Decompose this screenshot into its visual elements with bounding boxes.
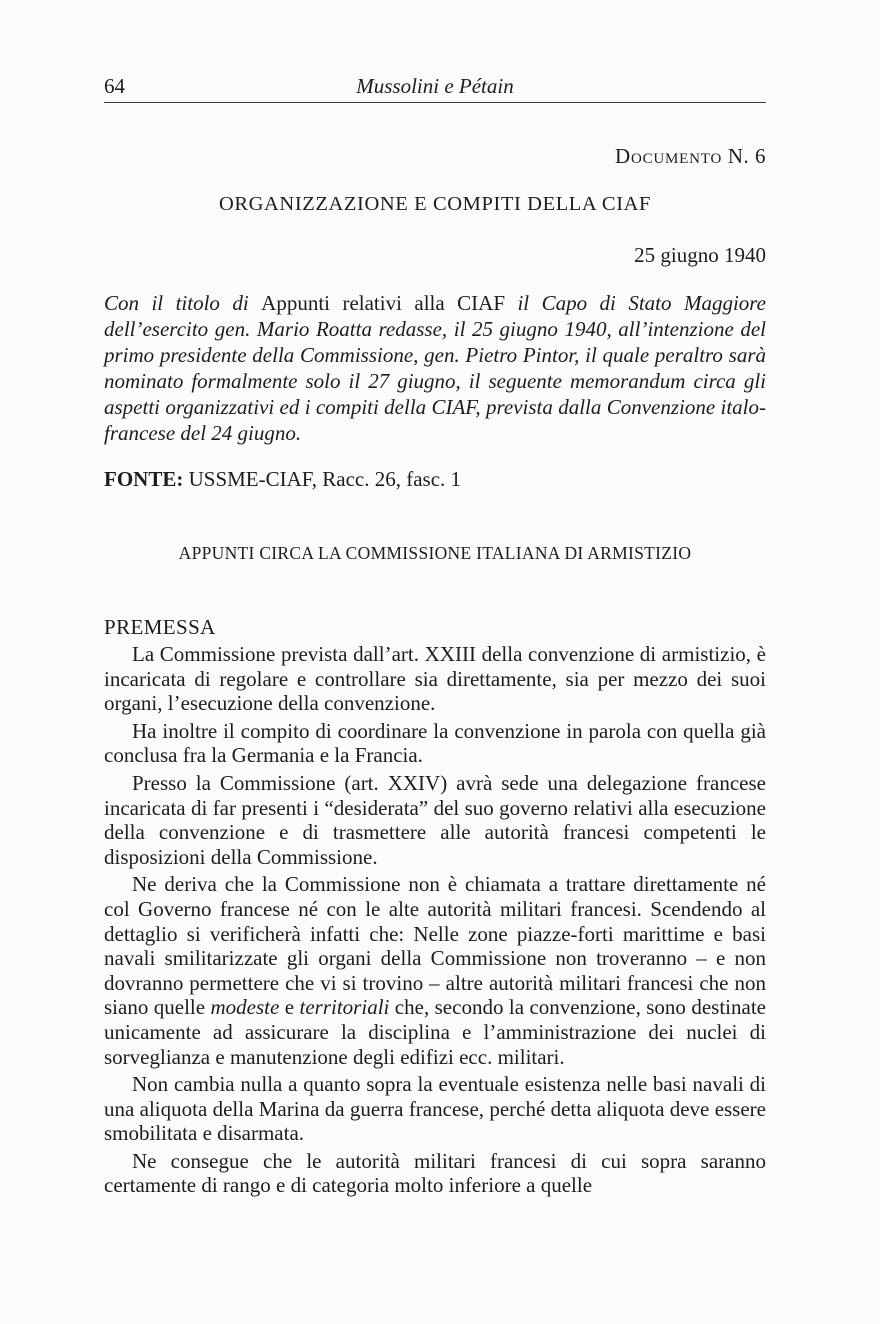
document-number [615, 144, 766, 169]
body-paragraph-5: Non cambia nulla a quanto sopra la eventuale esistenza nelle basi navali di una aliquota della Marina da guerra francese, perché detta aliquota deve essere smobilitata e disarmata. [104, 1072, 766, 1146]
document-title: ORGANIZZAZIONE E COMPITI DELLA CIAF [218, 193, 652, 215]
body-paragraph-1: La Commissione prevista dall’art. XXIII della convenzione di armistizio, è incaricata di regolare e controllare sia direttamente, sia per mezzo dei suoi organi, l’esecuzione della convenzione. [104, 642, 766, 716]
section-heading: PREMESSA [104, 615, 216, 639]
intro-part-3: il Capo di Stato Maggiore dell’esercito gen. Mario Roatta redasse, il 25 giugno 1940, all’intenzione del primo presidente della Commissione, gen. Pietro Pintor, il quale peraltro sarà nominato formalmente solo il 27 giugno, il seguente memorandum circa gli aspetti organizzativi ed i compiti della CIAF, prevista dalla Convenzione italo-francese del 24 giugno. [104, 291, 766, 445]
body-paragraph-3: Presso la Commissione (art. XXIV) avrà sede una delegazione francese incaricata di far presenti i “desiderata” del suo governo relativi alla esecuzione della convenzione e di trasmettere alle autorità francesi competenti le disposizioni della Commissione. [104, 770, 766, 869]
body-paragraph-4 [104, 872, 766, 1069]
intro-part-1: Con il titolo di [104, 291, 262, 315]
para4-text-c: e [279, 995, 300, 1020]
source-citation [104, 467, 461, 492]
document-date: 25 giugno 1940 [634, 243, 766, 267]
intro-document-title: Appunti relativi alla CIAF [261, 291, 505, 315]
body-paragraph-2: Ha inoltre il compito di coordinare la convenzione in parola con quella già conclusa fra la Germania e la Francia. [104, 718, 766, 768]
document-subtitle: APPUNTI CIRCA LA COMMISSIONE ITALIANA DI ARMISTIZIO [178, 543, 692, 563]
para4-text-a: Ne deriva che la Commissione non è chiamata a trattare direttamente né col Governo francese né con le alte autorità militari francesi. Scendendo al dettaglio si verificherà infatti che: Nelle zone piazze-forti marittime e basi navali smilitarizzate gli organi della Commissione non troveranno – e non dovranno permettere che vi si trovino – altre autorità militari francesi che non siano quelle [104, 872, 766, 1020]
document-number-value: N. 6 [727, 144, 766, 168]
body-paragraph-6: Ne consegue che le autorità militari francesi di cui sopra saranno certamente di rango e di categoria molto inferiore a quelle [104, 1148, 766, 1198]
book-page [104, 0, 766, 1324]
para4-emphasis-modeste: modeste [210, 995, 280, 1020]
para4-text-e: che, secondo la convenzione, sono destinate unicamente ad assicurare la disciplina e l’amministrazione dei nuclei di sorveglianza e manutenzione degli edifizi ecc. militari. [104, 995, 766, 1069]
document-body [104, 642, 766, 1198]
para4-emphasis-territoriali: territoriali [299, 995, 390, 1020]
running-header [104, 74, 766, 103]
source-label: FONTE: [104, 467, 184, 491]
editorial-introduction [104, 290, 766, 446]
running-title: Mussolini e Pétain [356, 74, 514, 98]
page-number: 64 [104, 74, 125, 98]
document-label: Documento [614, 144, 723, 168]
source-text: USSME-CIAF, Racc. 26, fasc. 1 [183, 467, 462, 491]
